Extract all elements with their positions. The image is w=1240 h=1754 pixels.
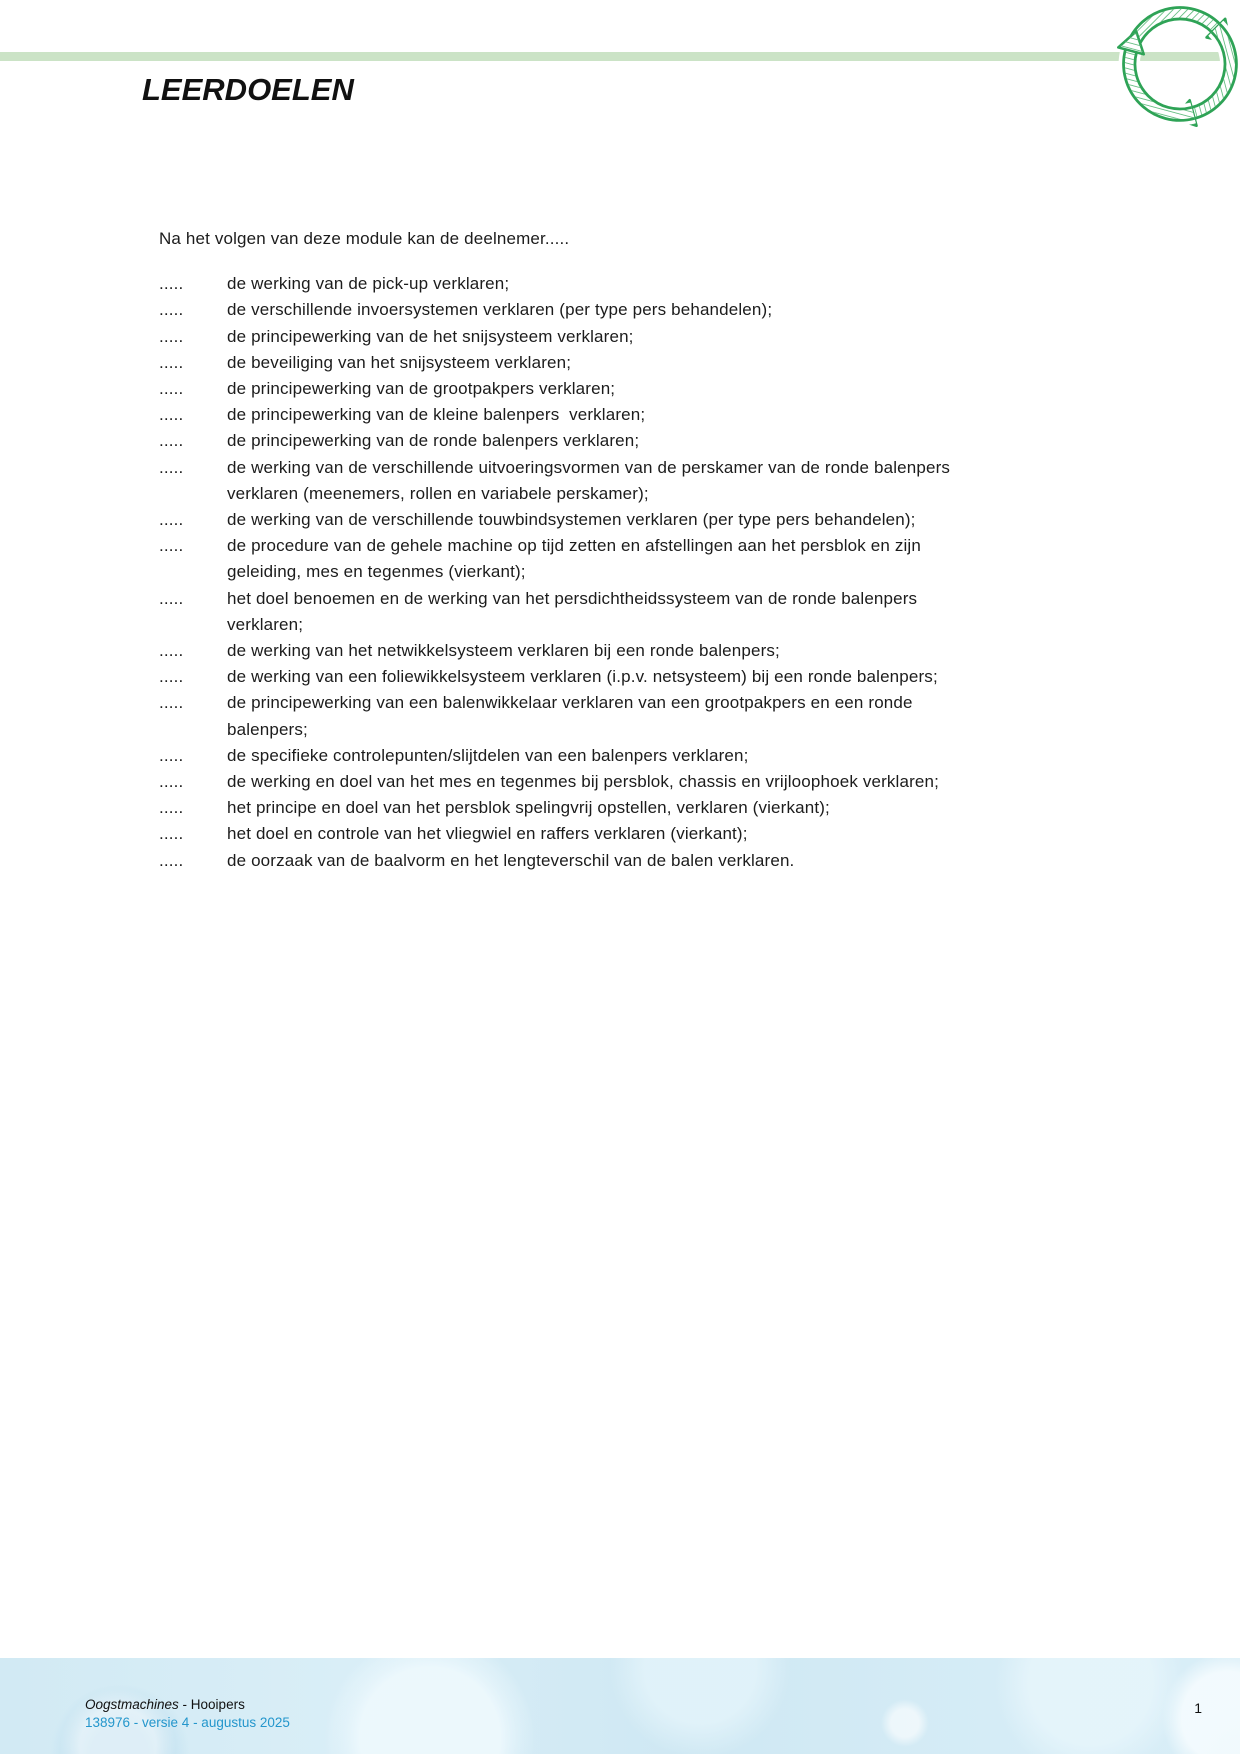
list-item-marker: .....	[159, 536, 184, 556]
footer-module-title	[85, 1696, 290, 1714]
list-item	[159, 455, 1059, 507]
list-item-marker: .....	[159, 824, 184, 844]
list-item-text: de werking van het netwikkelsysteem verklaren bij een ronde balenpers;	[227, 641, 780, 661]
list-item-text: de specifieke controlepunten/slijtdelen van een balenpers verklaren;	[227, 745, 749, 765]
list-item-text: de principewerking van de grootpakpers verklaren;	[227, 379, 616, 399]
list-item	[159, 297, 1059, 323]
list-item-text: de principewerking van de het snijsysteem verklaren;	[227, 326, 634, 346]
list-item	[159, 376, 1059, 402]
list-item-marker: .....	[159, 798, 184, 818]
list-item-marker: .....	[159, 693, 184, 713]
list-item-text: de principewerking van de ronde balenpers verklaren;	[227, 431, 640, 451]
list-item	[159, 507, 1059, 533]
list-item-text: de principewerking van de kleine balenpers verklaren;	[227, 405, 646, 425]
footer-module-suffix: - Hooipers	[178, 1697, 245, 1712]
list-item	[159, 402, 1059, 428]
list-item-marker: .....	[159, 379, 184, 399]
list-item-marker: .....	[159, 641, 184, 661]
list-item-marker: .....	[159, 588, 184, 608]
list-item-text: de procedure van de gehele machine op tijd zetten en afstellingen aan het persblok en zijn geleiding, mes en tegenmes (vierkant);	[227, 536, 921, 582]
list-item-marker: .....	[159, 745, 184, 765]
list-item	[159, 848, 1059, 874]
list-item-text: het doel benoemen en de werking van het persdichtheidssysteem van de ronde balenpers verklaren;	[227, 588, 918, 634]
list-item-text: de werking en doel van het mes en tegenmes bij persblok, chassis en vrijloophoek verklaren;	[227, 772, 939, 792]
list-item	[159, 795, 1059, 821]
list-item-marker: .....	[159, 667, 184, 687]
page-number: 1	[1194, 1700, 1202, 1716]
list-item-text: de oorzaak van de baalvorm en het lengteverschil van de balen verklaren.	[227, 850, 795, 870]
list-item-marker: .....	[159, 300, 184, 320]
list-item	[159, 743, 1059, 769]
list-item	[159, 821, 1059, 847]
list-item-marker: .....	[159, 274, 184, 294]
list-item-text: de verschillende invoersystemen verklaren (per type pers behandelen);	[227, 300, 773, 320]
list-item-marker: .....	[159, 772, 184, 792]
footer-course-name: Oogstmachines	[85, 1697, 179, 1712]
list-item-text: de werking van de verschillende uitvoeringsvormen van de perskamer van de ronde balenpers verklaren (meenemers, rollen en variabele perskamer);	[227, 457, 951, 503]
page-content	[159, 226, 1059, 874]
list-item-marker: .....	[159, 405, 184, 425]
list-item	[159, 324, 1059, 350]
list-item-text: het principe en doel van het persblok spelingvrij opstellen, verklaren (vierkant);	[227, 798, 830, 818]
list-item	[159, 664, 1059, 690]
list-item-text: het doel en controle van het vliegwiel en raffers verklaren (vierkant);	[227, 824, 748, 844]
intro-sentence: Na het volgen van deze module kan de deelnemer.....	[159, 229, 570, 248]
list-item-text: de werking van de pick-up verklaren;	[227, 274, 510, 294]
list-item	[159, 769, 1059, 795]
page-title: LEERDOELEN	[142, 72, 354, 107]
list-item	[159, 428, 1059, 454]
list-item	[159, 638, 1059, 664]
list-item	[159, 586, 1059, 638]
list-item-text: de werking van een foliewikkelsysteem verklaren (i.p.v. netsysteem) bij een ronde balenpers;	[227, 667, 938, 687]
list-item	[159, 271, 1059, 297]
header-rule	[0, 52, 1240, 61]
list-item-marker: .....	[159, 850, 184, 870]
list-item	[159, 690, 1059, 742]
footer-version-line: 138976 - versie 4 - augustus 2025	[85, 1715, 290, 1730]
list-item-marker: .....	[159, 510, 184, 530]
list-item-marker: .....	[159, 352, 184, 372]
list-item-text: de werking van de verschillende touwbindsystemen verklaren (per type pers behandelen);	[227, 510, 916, 530]
list-item-marker: .....	[159, 431, 184, 451]
list-item	[159, 533, 1059, 585]
footer	[0, 1658, 1240, 1754]
list-item-text: de beveiliging van het snijsysteem verklaren;	[227, 352, 572, 372]
footer-publication-info	[85, 1696, 290, 1732]
list-item	[159, 350, 1059, 376]
list-item-marker: .....	[159, 326, 184, 346]
recycle-icon	[1092, 0, 1240, 140]
list-item-marker: .....	[159, 457, 184, 477]
list-item-text: de principewerking van een balenwikkelaar verklaren van een grootpakpers en een ronde balenpers;	[227, 693, 913, 739]
objectives-list	[159, 271, 1059, 874]
